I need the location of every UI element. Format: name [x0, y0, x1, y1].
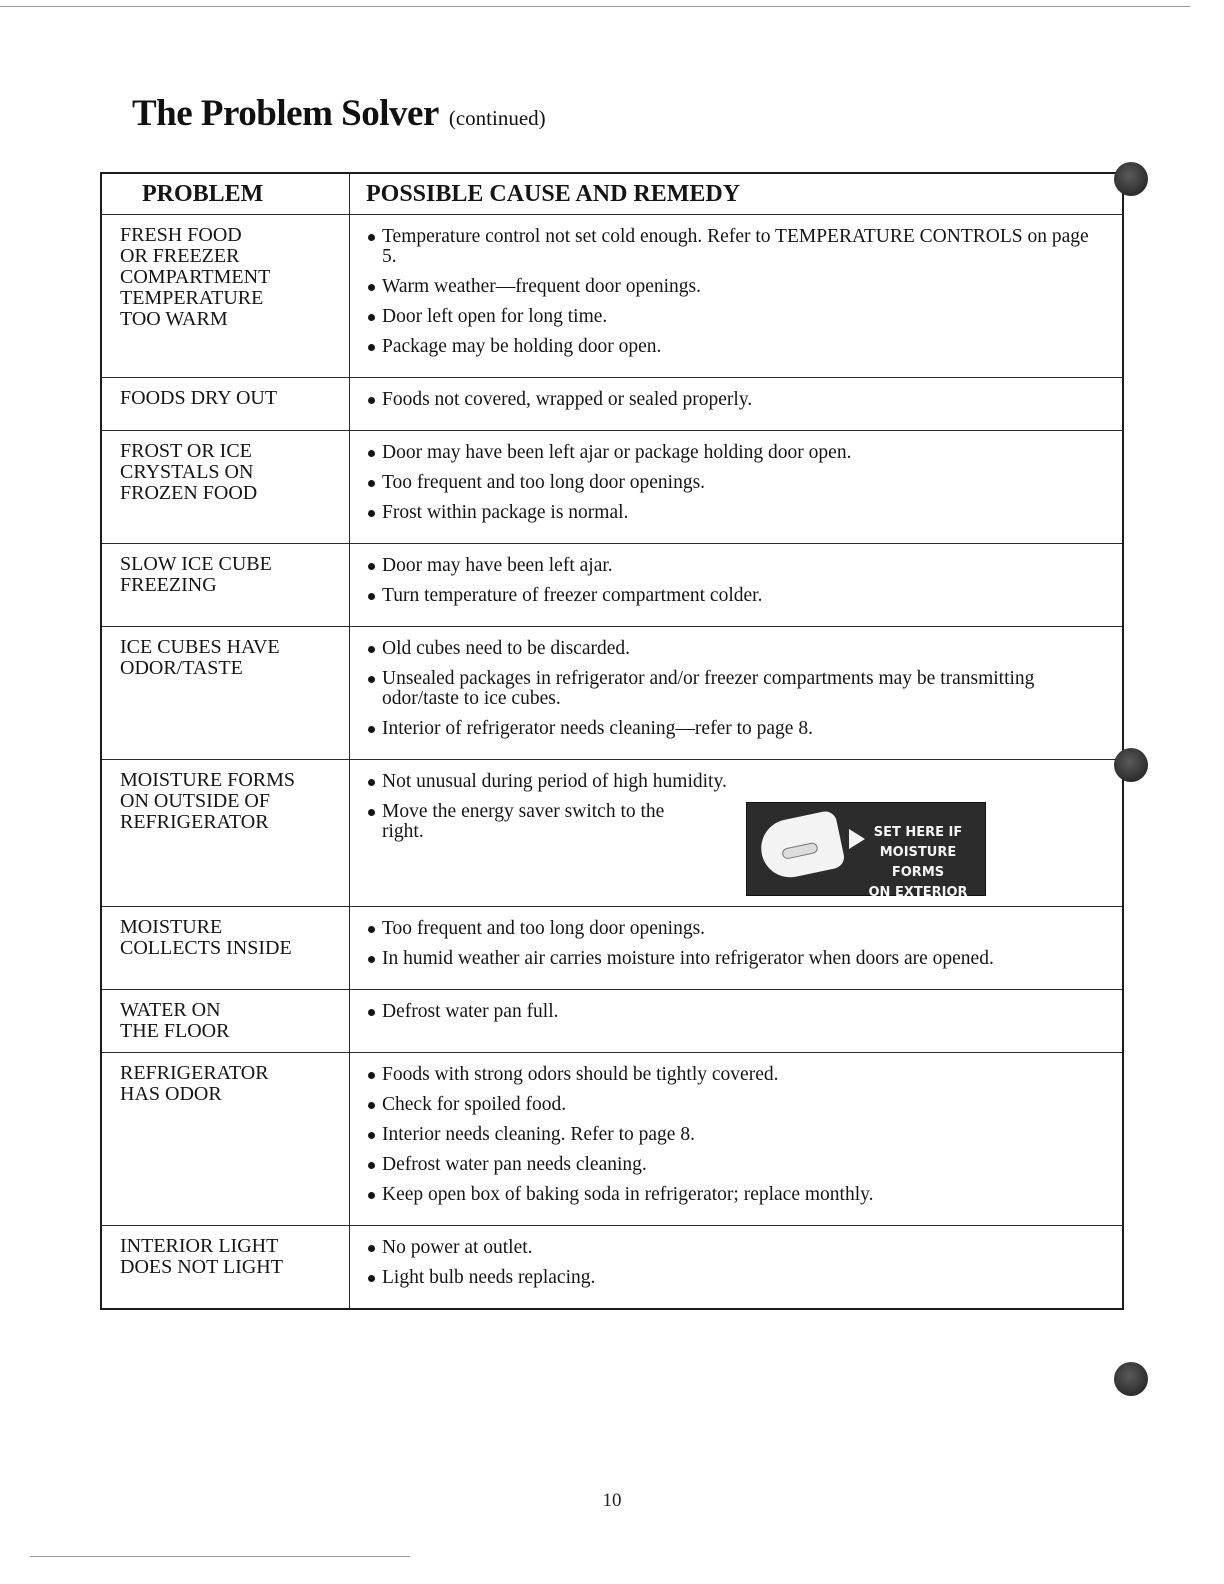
header-problem: PROBLEM	[102, 174, 350, 214]
remedy-item: Move the energy saver switch to the right.	[368, 802, 702, 842]
remedy-item: Door may have been left ajar.	[368, 556, 1104, 576]
scan-edge-line	[0, 6, 1190, 7]
remedy-item: Unsealed packages in refrigerator and/or freezer compartments may be transmitting odor/taste to ice cubes.	[368, 669, 1104, 709]
scan-edge-line	[30, 1556, 410, 1557]
problem-cell: MOISTURE FORMS ON OUTSIDE OF REFRIGERATOR	[102, 760, 350, 906]
binder-hole-icon	[1114, 748, 1148, 782]
problem-cell: FROST OR ICE CRYSTALS ON FROZEN FOOD	[102, 431, 350, 543]
remedy-item: Too frequent and too long door openings.	[368, 473, 1104, 493]
remedy-item: Frost within package is normal.	[368, 503, 1104, 523]
table-row	[102, 543, 1122, 626]
remedy-cell	[350, 907, 1122, 989]
remedy-cell	[350, 544, 1122, 626]
problem-cell: MOISTURE COLLECTS INSIDE	[102, 907, 350, 989]
remedy-item: Defrost water pan full.	[368, 1002, 1104, 1022]
remedy-item: In humid weather air carries moisture into refrigerator when doors are opened.	[368, 949, 1104, 969]
remedy-cell	[350, 215, 1122, 377]
table-header-row	[102, 174, 1122, 214]
remedy-item: Turn temperature of freezer compartment colder.	[368, 586, 1104, 606]
table-row	[102, 1052, 1122, 1225]
remedy-cell	[350, 760, 1122, 906]
problem-cell: WATER ON THE FLOOR	[102, 990, 350, 1052]
table-row	[102, 430, 1122, 543]
problem-cell: FRESH FOOD OR FREEZER COMPARTMENT TEMPERATURE TOO WARM	[102, 215, 350, 377]
remedy-item: Warm weather—frequent door openings.	[368, 277, 1104, 297]
remedy-item: Door may have been left ajar or package holding door open.	[368, 443, 1104, 463]
switch-knob-icon	[756, 809, 846, 882]
remedy-item: Interior of refrigerator needs cleaning—refer to page 8.	[368, 719, 1104, 739]
remedy-item: Package may be holding door open.	[368, 337, 1104, 357]
remedy-item: Foods with strong odors should be tightly covered.	[368, 1065, 1104, 1085]
binder-hole-icon	[1114, 1362, 1148, 1396]
remedy-item: Old cubes need to be discarded.	[368, 639, 1104, 659]
remedy-item: Keep open box of baking soda in refrigerator; replace monthly.	[368, 1185, 1104, 1205]
table-row	[102, 1225, 1122, 1308]
problem-cell: SLOW ICE CUBE FREEZING	[102, 544, 350, 626]
remedy-item: Door left open for long time.	[368, 307, 1104, 327]
table-row	[102, 906, 1122, 989]
remedy-cell	[350, 1226, 1122, 1308]
energy-saver-switch-illustration	[746, 802, 986, 900]
remedy-cell	[350, 431, 1122, 543]
remedy-item: Foods not covered, wrapped or sealed properly.	[368, 390, 1104, 410]
problem-cell: REFRIGERATOR HAS ODOR	[102, 1053, 350, 1225]
remedy-item: Not unusual during period of high humidity.	[368, 772, 746, 792]
title-main: The Problem Solver	[132, 93, 439, 134]
table-row	[102, 989, 1122, 1052]
page-title	[132, 92, 546, 135]
remedy-item: Too frequent and too long door openings.	[368, 919, 1104, 939]
remedy-item: Light bulb needs replacing.	[368, 1268, 1104, 1288]
remedy-item: No power at outlet.	[368, 1238, 1104, 1258]
remedy-cell	[350, 378, 1122, 430]
remedy-cell	[350, 627, 1122, 759]
title-continued: (continued)	[448, 106, 546, 130]
header-remedy: POSSIBLE CAUSE AND REMEDY	[366, 181, 741, 207]
table-row	[102, 626, 1122, 759]
problem-solver-table	[100, 172, 1124, 1310]
remedy-item: Temperature control not set cold enough. Refer to TEMPERATURE CONTROLS on page 5.	[368, 227, 1104, 267]
problem-cell: INTERIOR LIGHT DOES NOT LIGHT	[102, 1226, 350, 1308]
table-row	[102, 377, 1122, 430]
table-row	[102, 759, 1122, 906]
remedy-item: Defrost water pan needs cleaning.	[368, 1155, 1104, 1175]
switch-label: SET HERE IF MOISTURE FORMS ON EXTERIOR	[868, 825, 968, 900]
table-row	[102, 214, 1122, 377]
remedy-cell	[350, 990, 1122, 1052]
remedy-item: Interior needs cleaning. Refer to page 8.	[368, 1125, 1104, 1145]
page-number: 10	[602, 1490, 622, 1511]
remedy-cell	[350, 1053, 1122, 1225]
remedy-item: Check for spoiled food.	[368, 1095, 1104, 1115]
problem-cell: ICE CUBES HAVE ODOR/TASTE	[102, 627, 350, 759]
binder-hole-icon	[1114, 162, 1148, 196]
problem-cell: FOODS DRY OUT	[102, 378, 350, 430]
